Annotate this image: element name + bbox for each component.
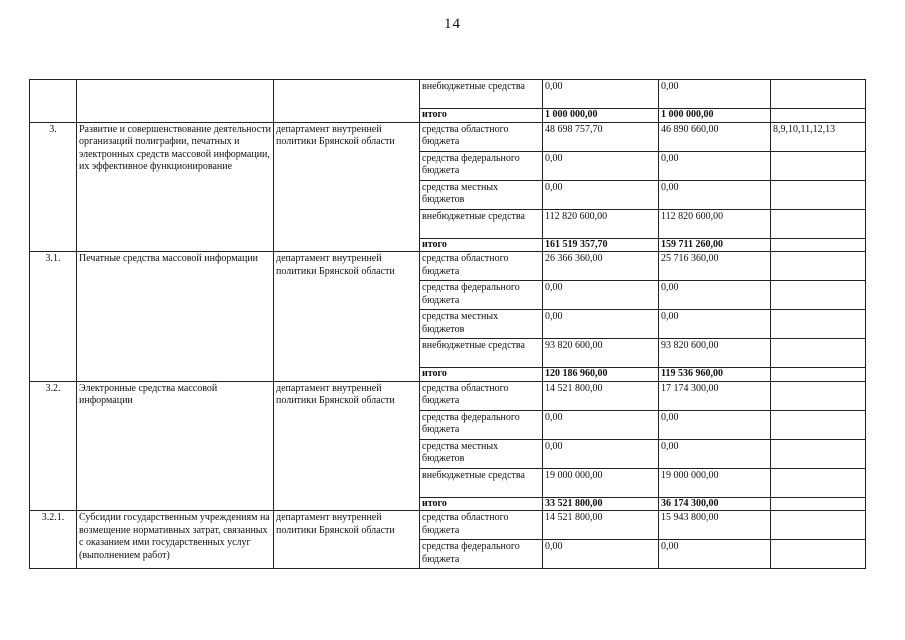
funding-source: средства местных бюджетов [420,439,543,468]
amount-year-1: 14 521 800,00 [543,381,659,410]
amount-year-2: 0,00 [659,151,771,180]
amount-year-2: 15 943 800,00 [659,511,771,540]
item-name: Субсидии государственным учреждениям на возмещение нормативных затрат, связанных с оказанием ими государственных услуг (выполнением работ) [77,511,274,569]
indicator-refs [771,439,866,468]
table-row [30,252,866,281]
amount-year-1: 1 000 000,00 [543,109,659,123]
amount-year-1: 14 521 800,00 [543,511,659,540]
amount-year-2: 0,00 [659,281,771,310]
indicator-refs [771,468,866,497]
funding-source: внебюджетные средства [420,209,543,238]
funding-source: средства федерального бюджета [420,410,543,439]
indicator-refs [771,151,866,180]
indicator-refs [771,238,866,252]
indicator-refs [771,368,866,382]
table-row [30,80,866,109]
amount-year-1: 19 000 000,00 [543,468,659,497]
indicator-refs [771,410,866,439]
amount-year-1: 93 820 600,00 [543,339,659,368]
item-name: Печатные средства массовой информации [77,252,274,382]
item-department: департамент внутренней политики Брянской области [274,511,420,569]
amount-year-2: 0,00 [659,180,771,209]
funding-source: внебюджетные средства [420,80,543,109]
amount-year-2: 0,00 [659,439,771,468]
indicator-refs [771,381,866,410]
amount-year-2: 19 000 000,00 [659,468,771,497]
amount-year-2: 93 820 600,00 [659,339,771,368]
item-number: 3.2. [30,381,77,511]
funding-source: средства федерального бюджета [420,281,543,310]
amount-year-1: 0,00 [543,310,659,339]
indicator-refs [771,339,866,368]
table-row [30,122,866,151]
item-number: 3. [30,122,77,252]
funding-source: внебюджетные средства [420,339,543,368]
indicator-refs [771,180,866,209]
amount-year-1: 0,00 [543,180,659,209]
table-row [30,381,866,410]
funding-source: итого [420,368,543,382]
funding-source: внебюджетные средства [420,468,543,497]
table-row [30,511,866,540]
funding-source: средства федерального бюджета [420,151,543,180]
amount-year-2: 0,00 [659,410,771,439]
item-number: 3.2.1. [30,511,77,569]
amount-year-2: 46 890 660,00 [659,122,771,151]
amount-year-1: 33 521 800,00 [543,497,659,511]
item-number [30,80,77,123]
indicator-refs [771,109,866,123]
amount-year-1: 48 698 757,70 [543,122,659,151]
item-name [77,80,274,123]
amount-year-2: 112 820 600,00 [659,209,771,238]
indicator-refs [771,310,866,339]
amount-year-2: 0,00 [659,310,771,339]
amount-year-2: 0,00 [659,80,771,109]
item-name: Электронные средства массовой информации [77,381,274,511]
funding-source: средства областного бюджета [420,511,543,540]
item-department: департамент внутренней политики Брянской области [274,252,420,382]
funding-source: итого [420,109,543,123]
amount-year-1: 0,00 [543,410,659,439]
amount-year-1: 0,00 [543,281,659,310]
funding-source: средства областного бюджета [420,122,543,151]
funding-source: средства федерального бюджета [420,540,543,569]
budget-table [29,79,866,569]
amount-year-2: 36 174 300,00 [659,497,771,511]
item-department: департамент внутренней политики Брянской области [274,122,420,252]
item-name: Развитие и совершенствование деятельности организаций полиграфии, печатных и электронных средств массовой информации, их эффективное функционирование [77,122,274,252]
amount-year-1: 120 186 960,00 [543,368,659,382]
indicator-refs [771,511,866,540]
item-department: департамент внутренней политики Брянской области [274,381,420,511]
amount-year-1: 0,00 [543,80,659,109]
amount-year-2: 17 174 300,00 [659,381,771,410]
amount-year-1: 0,00 [543,540,659,569]
amount-year-2: 25 716 360,00 [659,252,771,281]
page-number: 14 [444,16,461,32]
amount-year-1: 26 366 360,00 [543,252,659,281]
indicator-refs [771,80,866,109]
indicator-refs [771,497,866,511]
item-number: 3.1. [30,252,77,382]
indicator-refs: 8,9,10,11,12,13 [771,122,866,151]
funding-source: средства местных бюджетов [420,180,543,209]
amount-year-1: 161 519 357,70 [543,238,659,252]
indicator-refs [771,252,866,281]
budget-table-body [30,80,866,569]
funding-source: итого [420,497,543,511]
funding-source: средства местных бюджетов [420,310,543,339]
item-department [274,80,420,123]
amount-year-2: 0,00 [659,540,771,569]
amount-year-2: 159 711 260,00 [659,238,771,252]
amount-year-2: 1 000 000,00 [659,109,771,123]
amount-year-1: 112 820 600,00 [543,209,659,238]
amount-year-1: 0,00 [543,439,659,468]
indicator-refs [771,281,866,310]
amount-year-2: 119 536 960,00 [659,368,771,382]
indicator-refs [771,209,866,238]
amount-year-1: 0,00 [543,151,659,180]
funding-source: средства областного бюджета [420,381,543,410]
funding-source: средства областного бюджета [420,252,543,281]
funding-source: итого [420,238,543,252]
indicator-refs [771,540,866,569]
